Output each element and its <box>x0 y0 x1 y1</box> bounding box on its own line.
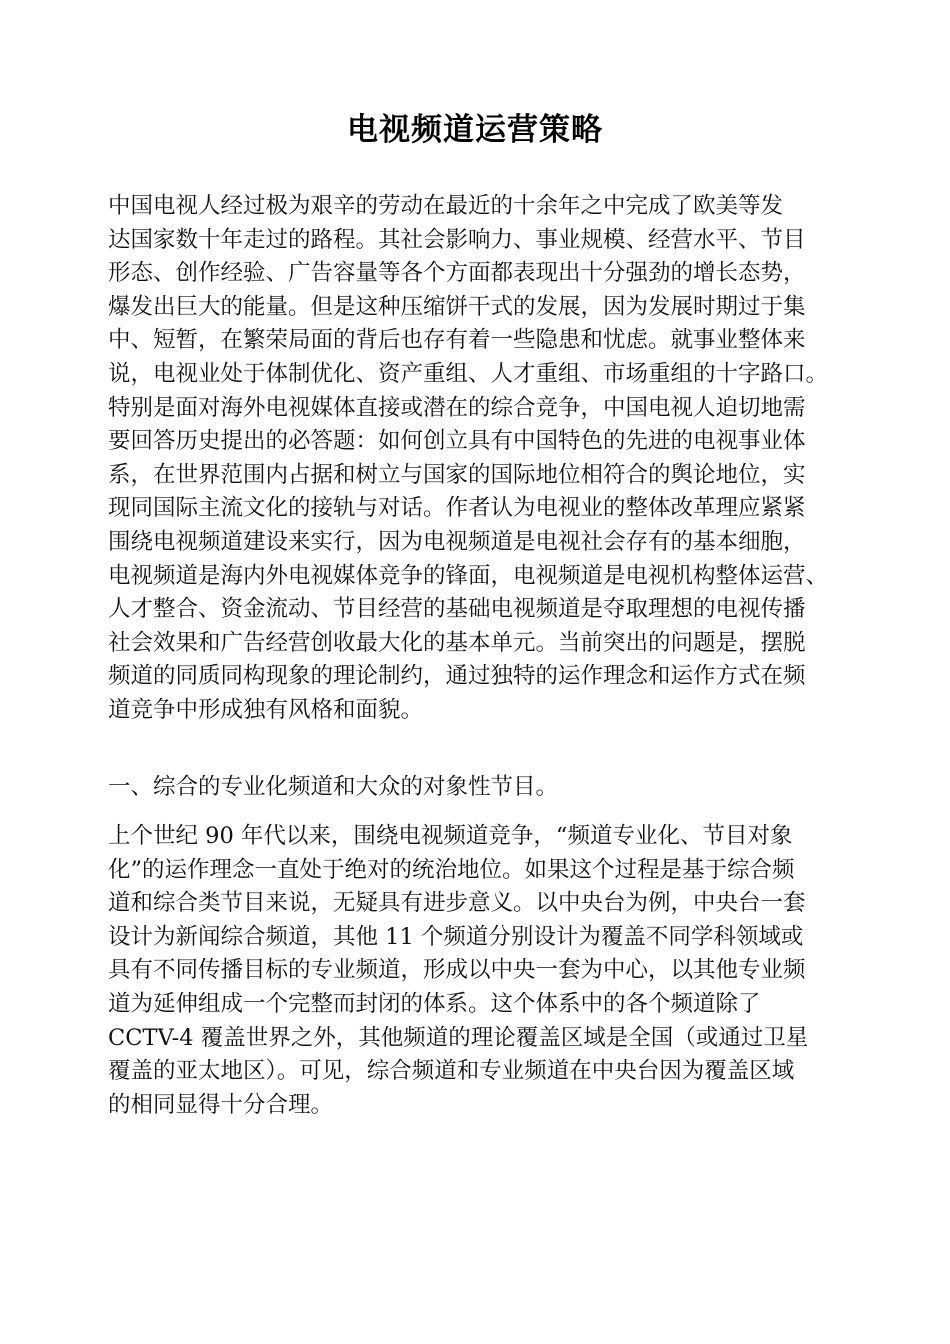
text-line: 围绕电视频道建设来实行，因为电视频道是电视社会存有的基本细胞， <box>108 528 806 555</box>
text-line: 人才整合、资金流动、节目经营的基础电视频道是夺取理想的电视传播 <box>108 596 806 623</box>
text-line: 具有不同传播目标的专业频道，形成以中央一套为中心，以其他专业频 <box>108 957 806 984</box>
text-line: 覆盖的亚太地区）。可见，综合频道和专业频道在中央台因为覆盖区域 <box>108 1058 795 1085</box>
text-line: 上个世纪 90 年代以来，围绕电视频道竞争，“频道专业化、节目对象 <box>108 823 793 849</box>
text-line: 说，电视业处于体制优化、资产重组、人才重组、市场重组的十字路口。 <box>108 360 829 387</box>
paragraph-intro <box>108 190 850 728</box>
text-line: 中国电视人经过极为艰辛的劳动在最近的十余年之中完成了欧美等发 <box>108 193 784 219</box>
text-line: 现同国际主流文化的接轨与对话。作者认为电视业的整体改革理应紧紧 <box>108 495 806 522</box>
text-line: 道为延伸组成一个完整而封闭的体系。这个体系中的各个频道除了 <box>108 990 761 1017</box>
text-line: 系，在世界范围内占据和树立与国家的国际地位相符合的舆论地位，实 <box>108 461 806 488</box>
text-line: 化”的运作理念一直处于绝对的统治地位。如果这个过程是基于综合频 <box>108 856 795 883</box>
text-line: CCTV-4 覆盖世界之外，其他频道的理论覆盖区域是全国（或通过卫星 <box>108 1024 809 1051</box>
text-line: 达国家数十年走过的路程。其社会影响力、事业规模、经营水平、节目 <box>108 226 806 253</box>
text-line: 电视频道是海内外电视媒体竞争的锋面，电视频道是电视机构整体运营、 <box>108 562 829 589</box>
text-line: 特别是面对海外电视媒体直接或潜在的综合竞争，中国电视人迫切地需 <box>108 394 806 421</box>
text-line: 社会效果和广告经营创收最大化的基本单元。当前突出的问题是，摆脱 <box>108 629 806 656</box>
text-line: 设计为新闻综合频道，其他 11 个频道分别设计为覆盖不同学科领域或 <box>108 923 804 950</box>
text-line: 一、综合的专业化频道和大众的对象性节目。 <box>108 774 559 800</box>
text-line: 道和综合类节目来说，无疑具有进步意义。以中央台为例，中央台一套 <box>108 890 806 917</box>
text-line: 中、短暂，在繁荣局面的背后也存有着一些隐患和忧虑。就事业整体来 <box>108 327 806 354</box>
text-line: 形态、创作经验、广告容量等各个方面都表现出十分强劲的增长态势， <box>108 260 806 287</box>
document-title: 电视频道运营策略 <box>347 112 603 148</box>
text-line: 要回答历史提出的必答题：如何创立具有中国特色的先进的电视事业体 <box>108 428 806 455</box>
paragraph-section-one <box>108 820 850 1122</box>
text-line: 的相同显得十分合理。 <box>108 1091 334 1118</box>
text-line: 道竞争中形成独有风格和面貌。 <box>108 696 424 723</box>
text-line: 爆发出巨大的能量。但是这种压缩饼干式的发展，因为发展时期过于集 <box>108 293 806 320</box>
text-line: 频道的同质同构现象的理论制约，通过独特的运作理念和运作方式在频 <box>108 663 806 690</box>
section-heading <box>108 771 850 805</box>
